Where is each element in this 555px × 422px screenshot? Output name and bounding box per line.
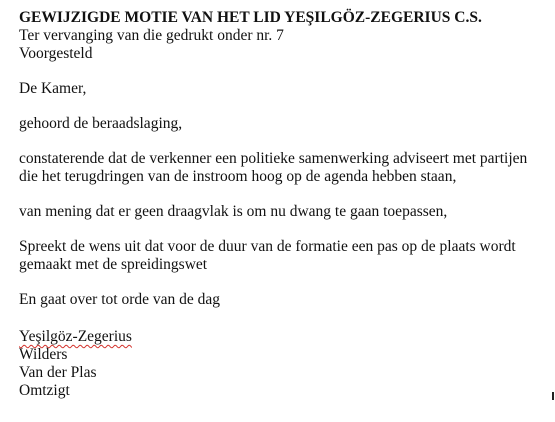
considering-clause: constaterende dat de verkenner een politieke samenwerking adviseert met partijen die het terugdringen van de instroom hoog op de agenda hebben staan, [19,150,528,185]
signatory-name [19,328,549,346]
signatories-list [19,328,549,400]
heard-clause: gehoord de beraadslaging, [19,115,183,132]
spellcheck-underlined-name: Yeşilgöz-Zegerius [19,328,132,345]
motion-document [19,9,549,400]
opinion-clause: van mening dat er geen draagvlak is om nu dwang te gaan toepassen, [19,203,448,220]
salutation: De Kamer, [19,80,87,97]
request-clause: Spreekt de wens uit dat voor de duur van de formatie een pas op de plaats wordt gemaakt met de spreidingswet [19,238,516,273]
signatory-name: Omtzigt [19,382,70,399]
motion-title: GEWIJZIGDE MOTIE VAN HET LID YEŞILGÖZ-ZEGERIUS C.S. [19,9,482,26]
signatory-name: Wilders [19,346,68,363]
text-cursor-mark [552,392,554,400]
motion-status: Voorgesteld [19,45,93,62]
closing-clause: En gaat over tot orde van de dag [19,291,220,308]
signatory-name: Van der Plas [19,364,97,381]
replacement-note: Ter vervanging van die gedrukt onder nr. 7 [19,27,284,44]
motion-header [19,9,549,63]
